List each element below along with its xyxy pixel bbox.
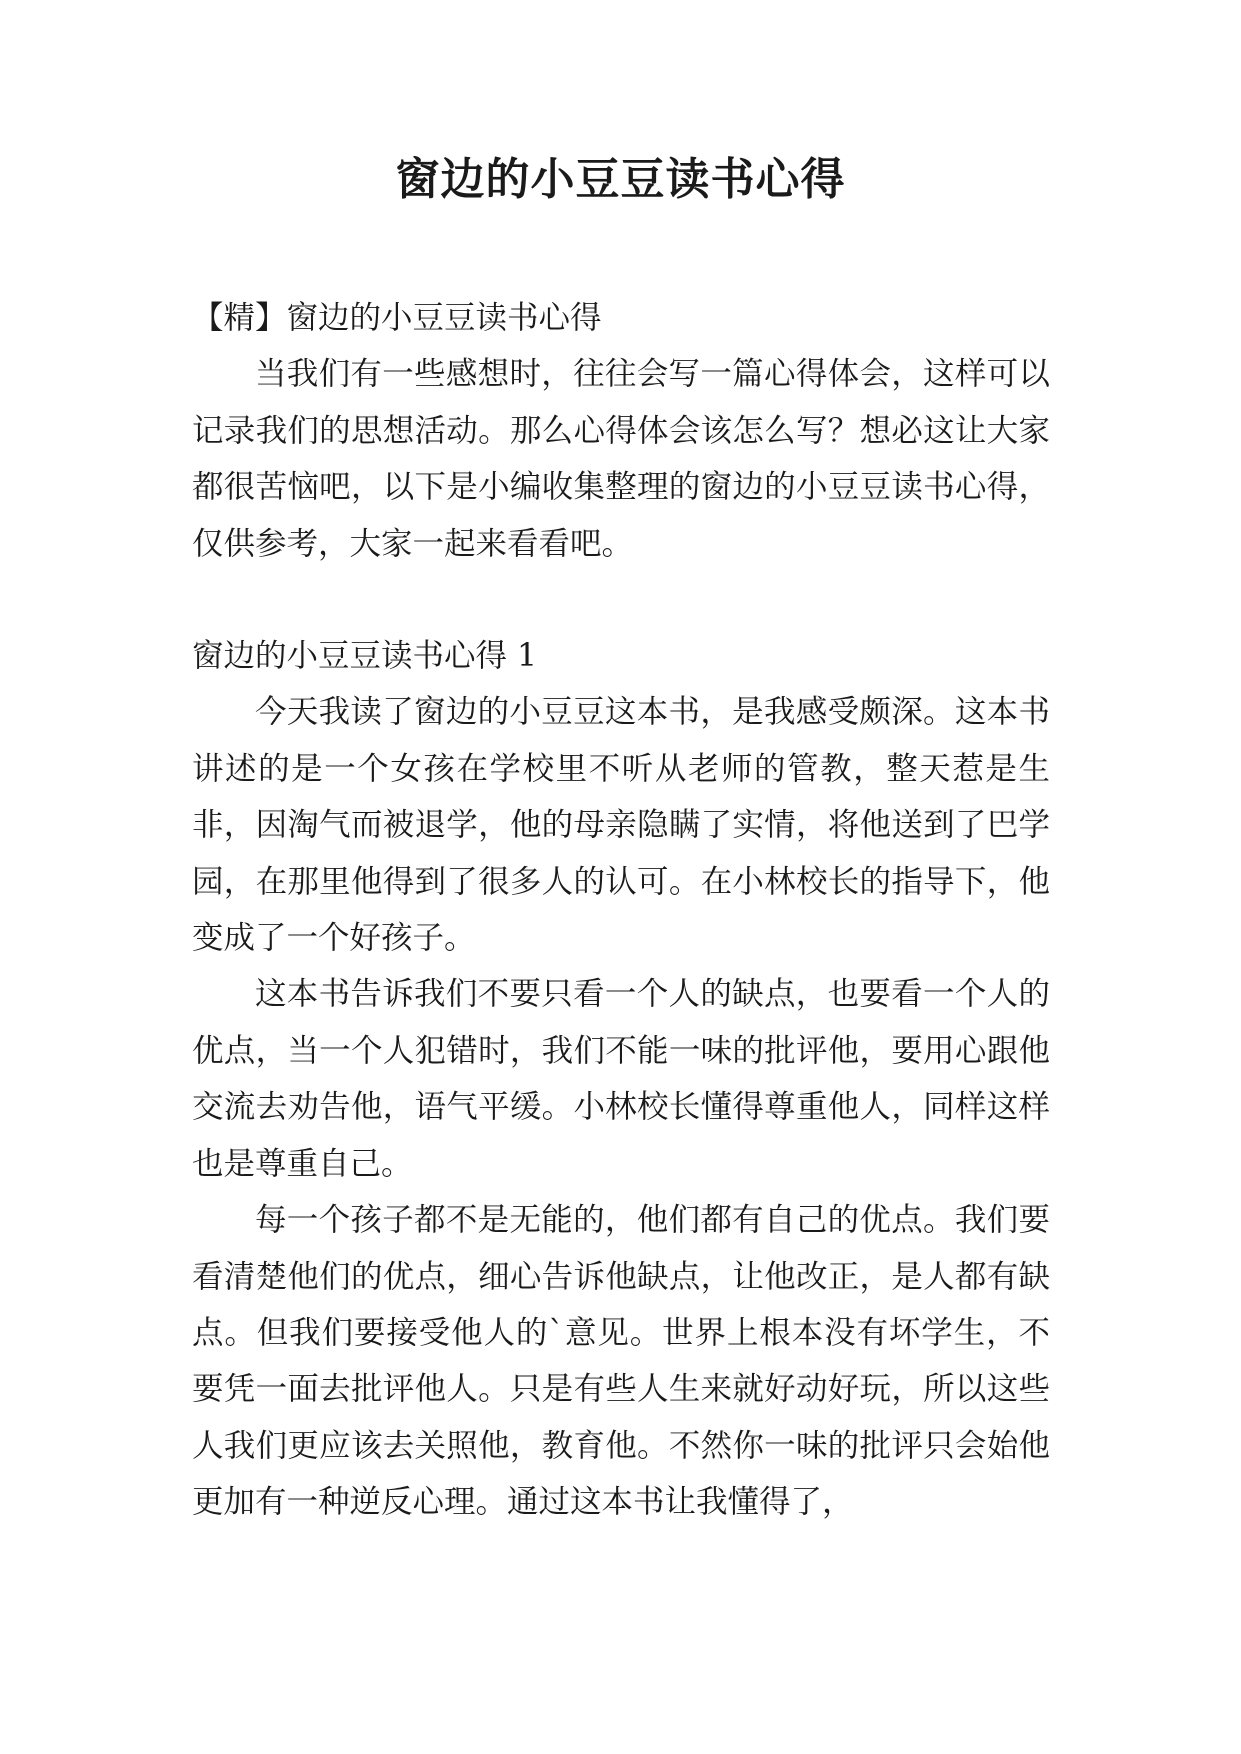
body-paragraph: 这本书告诉我们不要只看一个人的缺点，也要看一个人的优点，当一个人犯错时，我们不能一味的批评他，要用心跟他交流去劝告他，语气平缓。小林校长懂得尊重他人，同样这样也是尊重自己。 [192,976,1050,1182]
intro-paragraph: 当我们有一些感想时，往往会写一篇心得体会，这样可以记录我们的思想活动。那么心得体会该怎么写？想必这让大家都很苦恼吧，以下是小编收集整理的窗边的小豆豆读书心得，仅供参考，大家一起来看看吧。 [192,356,1050,562]
document-title: 窗边的小豆豆读书心得 [395,154,846,205]
document-subtitle: 【精】窗边的小豆豆读书心得 [192,300,602,336]
body-paragraph: 今天我读了窗边的小豆豆这本书，是我感受颇深。这本书讲述的是一个女孩在学校里不听从老师的管教，整天惹是生非，因淘气而被退学，他的母亲隐瞒了实情，将他送到了巴学园，在那里他得到了很多人的认可。在小林校长的指导下，他变成了一个好孩子。 [192,694,1050,957]
section-heading: 窗边的小豆豆读书心得 1 [192,638,538,675]
body-paragraph: 每一个孩子都不是无能的，他们都有自己的优点。我们要看清楚他们的优点，细心告诉他缺点，让他改正，是人都有缺点。但我们要接受他人的`意见。世界上根本没有坏学生，不要凭一面去批评他人。只是有些人生来就好动好玩，所以这些人我们更应该去关照他，教育他。不然你一味的批评只会始他更加有一种逆反心理。通过这本书让我懂得了， [192,1202,1050,1521]
document-body [192,290,1050,1531]
